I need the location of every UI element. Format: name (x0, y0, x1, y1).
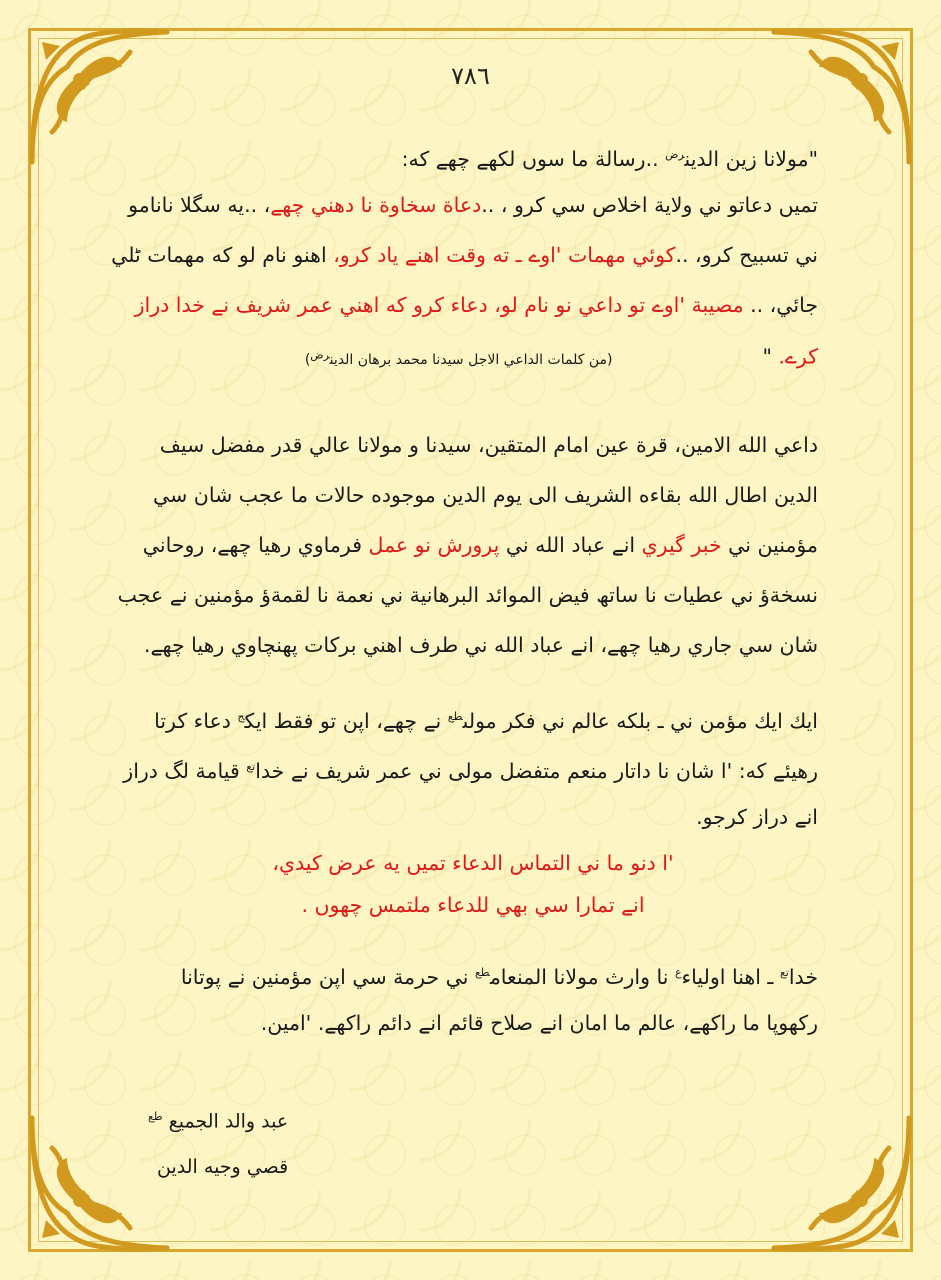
honorific-sup: ع (674, 966, 682, 979)
paragraph-text: خدا (788, 964, 818, 989)
centered-request (128, 842, 818, 926)
signature-name: قصي وجيه الدين (157, 1156, 289, 1178)
paragraph-text: انے عباد الله ني (499, 533, 642, 557)
highlight-text: كوئي مهمات 'اوے ـ ته وقت اهنے ياد كرو، (333, 243, 676, 267)
highlight-text: مصيبة 'اوے تو داعي نو نام لو، دعاء كرو كه اهني عمر شريف نے خدا دراز (134, 293, 744, 317)
paragraph-line (123, 742, 818, 792)
signature-line-1 (148, 1092, 288, 1142)
quote-line-4 (128, 280, 818, 330)
quote-text: " (762, 344, 779, 369)
paragraph-text: دعاء كرتا (154, 708, 238, 733)
highlight-text: كرے. (778, 344, 818, 369)
quote-text: جائي، .. (743, 293, 818, 317)
spacer (128, 670, 818, 692)
paragraph-line (128, 520, 818, 570)
paragraph-text: رهيئے كه: 'ا شان نا داتار منعم متفضل مولى ني عمر شريف نے خدا (255, 758, 818, 783)
quote-line-1 (128, 130, 818, 180)
paragraph-3 (128, 948, 818, 1048)
paragraph-text: نے چھے، اپن تو فقط ايك (244, 708, 448, 733)
paragraph-line: ركھوپا ما راكھے، عالم ما امان انے صلاح قائم انے دائم راكھے. 'امين. (260, 1011, 818, 1035)
honorific-sup: تع (779, 966, 789, 979)
quote-text: ني تسبيح كرو، .. (675, 243, 818, 267)
paragraph-line: داعي الله الامين، قرة عين امام المتقين، سيدنا و مولانا عالي قدر مفضل سيف (159, 433, 818, 457)
spacer (128, 380, 818, 420)
spacer (128, 926, 818, 948)
paragraph-line (128, 948, 818, 998)
request-line: 'ا دنو ما ني التماس الدعاء تميں يه عرض كيدي، (272, 851, 674, 875)
page-number: ٧٨٦ (451, 62, 490, 90)
honorific-sup: رض (665, 148, 685, 161)
quote-line-5 (128, 330, 818, 380)
document-body (111, 130, 818, 1048)
highlight-text: پرورش نو عمل (368, 533, 500, 557)
paragraph-line: شان سي جاري رهيا چھے، انے عباد الله ني طرف اهني بركات پهنچاوي رهيا چھے. (144, 633, 818, 657)
highlight-text: خبر گيري (641, 533, 722, 557)
paragraph-line: الدين اطال الله بقاءه الشريف الى يوم الدين موجوده حالات ما عجب شان سي (153, 483, 818, 507)
paragraph-text: قيامة لگ دراز (123, 758, 247, 783)
corner-ornament-bottom-right (769, 1108, 919, 1258)
paragraph-text: فرماوي رهيا چھے، روحاني (142, 533, 369, 557)
paragraph-text: نا وارث مولانا المنعام (489, 964, 675, 989)
honorific-sup: رض (310, 348, 330, 361)
quote-line-3 (111, 230, 818, 280)
quote-text: ..رسالة ما سوں لكھے چھے كه: (401, 146, 666, 171)
request-line: انے تمارا سي بھي للدعاء ملتمس چھوں . (301, 893, 645, 917)
honorific-sup: طع (148, 1110, 163, 1123)
signature-block (148, 1092, 288, 1192)
highlight-text: دعاة سخاوة نا دهني چھے (270, 193, 482, 217)
citation-text: ) (304, 351, 311, 368)
citation (304, 348, 613, 368)
quote-line-2 (128, 180, 818, 230)
signature-text: عبد والد الجميع (162, 1110, 289, 1133)
paragraph-line (128, 692, 818, 742)
paragraph-line: نسخةؤ ني عطيات نا ساتھ فيض الموائد البرهانية ني نعمة نا لقمةؤ مؤمنين نے عجب (117, 583, 818, 607)
honorific-sup: طع (447, 710, 463, 723)
citation-text: (من كلمات الداعي الاجل سيدنا محمد برهان الدين (329, 351, 613, 368)
quote-text: ، ..يه سگلا نانامو (128, 193, 271, 217)
quote-text: تميں دعاتو ني ولاية اخلاص سي كرو ، .. (481, 193, 818, 217)
honorific-sup: طع (474, 966, 490, 979)
paragraph-text: ـ اهنا اولياء (681, 964, 780, 989)
quote-text: اهنو نام لو كه مهمات ٹلي (111, 243, 334, 267)
honorific-sup: ج (237, 710, 245, 723)
paragraph-1 (117, 420, 818, 670)
paragraph-2 (123, 692, 818, 842)
paragraph-text: مؤمنين ني (721, 533, 818, 557)
paragraph-line: انے دراز كرجو. (696, 805, 818, 829)
honorific-sup: تع (246, 760, 256, 773)
paragraph-text: ايك ايك مؤمن ني ـ بلكه عالم ني فكر مولى (462, 708, 818, 733)
quote-text: "مولانا زين الدين (684, 146, 818, 171)
paragraph-text: ني حرمة سي اپن مؤمنين نے پوتانا (180, 964, 475, 989)
quote-block (111, 130, 818, 380)
